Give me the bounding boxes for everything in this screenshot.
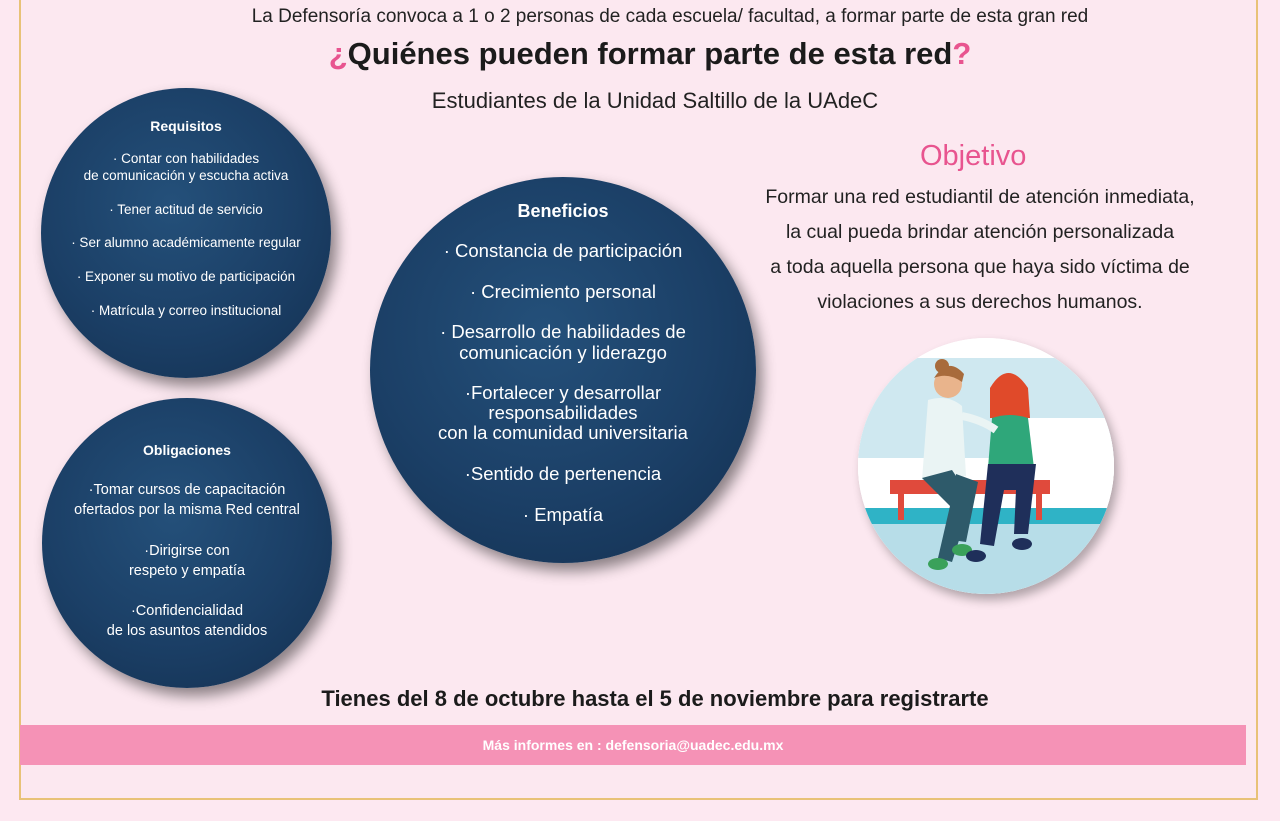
requisitos-item: de comunicación y escucha activa bbox=[83, 168, 289, 183]
obligaciones-item: de los asuntos atendidos bbox=[106, 623, 268, 639]
obligaciones-item: ofertados por la misma Red central bbox=[74, 502, 300, 518]
requisitos-item: · Tener actitud de servicio bbox=[109, 202, 263, 217]
requisitos-item: · Exponer su motivo de participación bbox=[76, 269, 296, 284]
requisitos-item: · Ser alumno académicamente regular bbox=[71, 235, 301, 250]
obligaciones-circle bbox=[42, 398, 332, 688]
objetivo-line: a toda aquella persona que haya sido víctima de bbox=[770, 256, 1190, 278]
registration-deadline: Tienes del 8 de octubre hasta el 5 de noviembre para registrarte bbox=[321, 686, 989, 711]
objetivo-line: Formar una red estudiantil de atención inmediata, bbox=[765, 186, 1195, 208]
subtitle: Estudiantes de la Unidad Saltillo de la UAdeC bbox=[431, 88, 879, 113]
obligaciones-item: respeto y empatía bbox=[128, 563, 246, 579]
beneficios-item: comunicación y liderazgo bbox=[459, 342, 667, 363]
objetivo-text bbox=[720, 180, 1240, 320]
objetivo-line: violaciones a sus derechos humanos. bbox=[817, 291, 1143, 313]
page-title bbox=[0, 36, 1280, 72]
beneficios-item: responsabilidades bbox=[488, 402, 638, 423]
beneficios-item: ·Fortalecer y desarrollar bbox=[464, 382, 662, 403]
beneficios-item: con la comunidad universitaria bbox=[438, 422, 688, 443]
obligaciones-title: Obligaciones bbox=[143, 442, 231, 458]
requisitos-circle bbox=[41, 88, 331, 378]
bottom-margin bbox=[0, 803, 1280, 821]
support-illustration bbox=[858, 338, 1114, 594]
contact-bar bbox=[20, 725, 1246, 765]
open-question-mark: ¿ bbox=[328, 36, 348, 71]
requisitos-item: · Matrícula y correo institucional bbox=[90, 303, 282, 318]
requisitos-title: Requisitos bbox=[150, 118, 222, 134]
beneficios-circle bbox=[370, 177, 756, 563]
contact-email-text[interactable]: Más informes en : defensoria@uadec.edu.mx bbox=[482, 737, 784, 753]
objetivo-line: la cual pueda brindar atención personalizada bbox=[785, 221, 1175, 243]
obligaciones-item: ·Dirigirse con bbox=[144, 543, 230, 559]
headline-text: Quiénes pueden formar parte de esta red bbox=[347, 36, 953, 71]
beneficios-item: · Constancia de participación bbox=[443, 240, 683, 261]
beneficios-item: · Empatía bbox=[522, 504, 604, 525]
close-question-mark: ? bbox=[952, 36, 972, 71]
beneficios-item: ·Sentido de pertenencia bbox=[464, 463, 662, 484]
obligaciones-item: ·Confidencialidad bbox=[130, 603, 244, 619]
intro-text: La Defensoría convoca a 1 o 2 personas de cada escuela/ facultad, a formar parte de esta gran red bbox=[251, 6, 1089, 27]
obligaciones-item: ·Tomar cursos de capacitación bbox=[88, 482, 286, 498]
beneficios-item: · Desarrollo de habilidades de bbox=[440, 321, 686, 342]
beneficios-item: · Crecimiento personal bbox=[469, 281, 657, 302]
requisitos-item: · Contar con habilidades bbox=[112, 151, 260, 166]
beneficios-title: Beneficios bbox=[517, 201, 609, 221]
comforting-people-image bbox=[858, 338, 1114, 594]
objetivo-title: Objetivo bbox=[920, 140, 1027, 172]
